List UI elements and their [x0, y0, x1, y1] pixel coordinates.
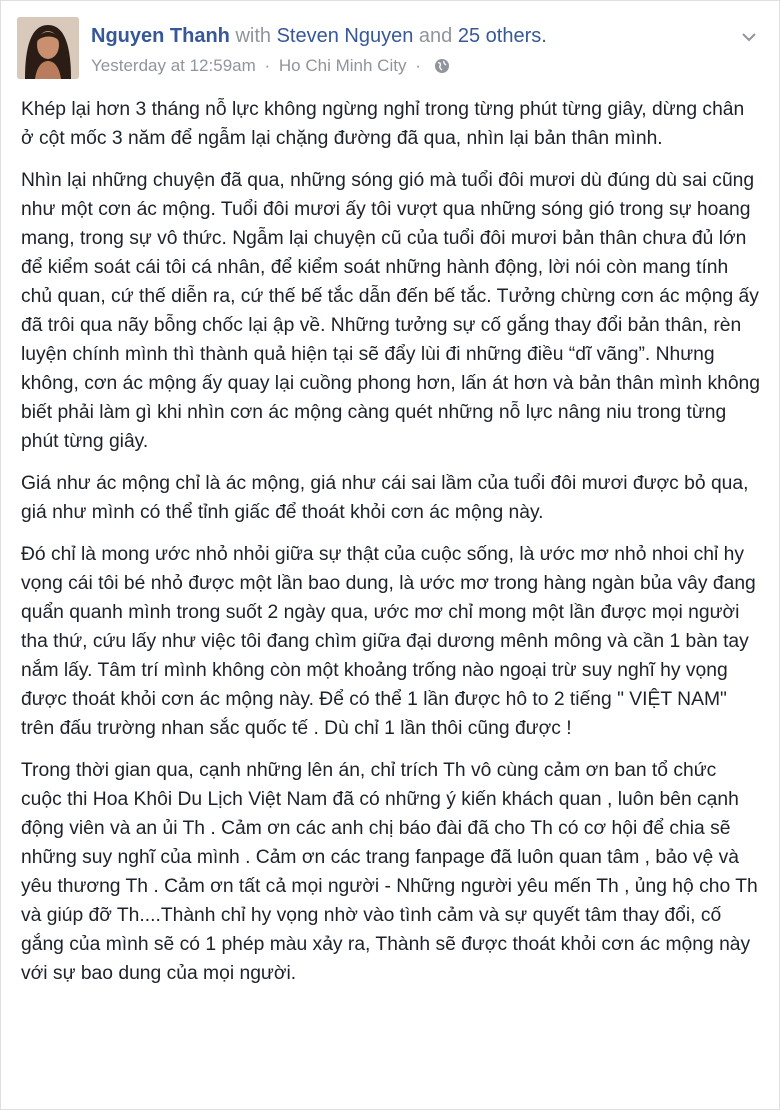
author-line: [91, 23, 547, 49]
post-paragraph: Giá như ác mộng chỉ là ác mộng, giá như cái sai lầm của tuổi đôi mươi được bỏ qua, giá như mình có thể tỉnh giấc để thoát khỏi cơn ác mộng này.: [21, 473, 749, 523]
tagged-person-link[interactable]: Steven Nguyen: [276, 25, 414, 47]
meta-separator-2: ·: [415, 56, 421, 75]
timestamp-link[interactable]: Yesterday at 12:59am: [91, 56, 256, 75]
globe-icon[interactable]: [434, 58, 450, 80]
location-link[interactable]: Ho Chi Minh City: [278, 56, 407, 75]
post-paragraph: Trong thời gian qua, cạnh những lên án, chỉ trích Th vô cùng cảm ơn ban tổ chức cuộc thi Hoa Khôi Du Lịch Việt Nam đã có những ý kiến khách quan , luôn bên cạnh động viên và an ủi Th . Cảm ơn các anh chị báo đài đã cho Th có cơ hội để chia sẽ những suy nghĩ của mình . Cảm ơn các trang fanpage đã luôn quan tâm , bảo vệ và yêu thương Th . Cảm ơn tất cả mọi người - Những người yêu mến Th , ủng hộ cho Th và giúp đỡ Th....Thành chỉ hy vọng nhờ vào tình cảm và sự quyết tâm thay đổi, cố gắng của mình sẽ có 1 phép màu xảy ra, Thành sẽ được thoát khỏi cơn ác mộng này với sự bao dung của mọi người.: [21, 760, 758, 984]
post-paragraph: Khép lại hơn 3 tháng nỗ lực không ngừng nghỉ trong từng phút từng giây, dừng chân ở cột mốc 3 năm để ngẫm lại chặng đường đã qua, nhìn lại bản thân mình.: [21, 99, 745, 149]
post-header: [15, 15, 765, 85]
others-link[interactable]: 25 others.: [457, 25, 547, 47]
post-paragraph: Nhìn lại những chuyện đã qua, những sóng gió mà tuổi đôi mươi dù đúng dù sai cũng như một cơn ác mộng. Tuổi đôi mươi ấy tôi vượt qua những sóng gió trong sự hoang mang, trong sự vô thức. Ngẫm lại chuyện cũ của tuổi đôi mươi bản thân chưa đủ lớn để kiểm soát cái tôi cá nhân, để kiểm soát những hành động, lời nói còn mang tính chủ quan, cứ thế diễn ra, cứ thế bế tắc dẫn đến bế tắc. Tưởng chừng cơn ác mộng ấy đã trôi qua nãy bỗng chốc lại ập về. Những tưởng sự cố gắng thay đổi bản thân, rèn luyện chính mình thì thành quả hiện tại sẽ đẩy lùi đi những điều “dĩ vãng”. Nhưng không, cơn ác mộng ấy quay lại cuồng phong hơn, lấn át hơn và bản thân mình không biết phải làm gì khi nhìn cơn ác mộng càng quét những nỗ lực nâng niu trong từng phút từng giây.: [21, 170, 760, 452]
and-text: and: [418, 25, 453, 47]
avatar-image: [17, 17, 79, 79]
meta-separator: ·: [264, 56, 271, 75]
chevron-down-icon[interactable]: [739, 27, 759, 47]
with-text: with: [235, 25, 272, 47]
post-meta: [91, 55, 450, 80]
post-paragraph: Đó chỉ là mong ước nhỏ nhỏi giữa sự thật của cuộc sống, là ước mơ nhỏ nhoi chỉ hy vọng cái tôi bé nhỏ được một lần bao dung, là ước mơ trong hàng ngàn bủa vây đang quẩn quanh mình trong suốt 2 ngày qua, ước mơ chỉ mong một lần được mọi người tha thứ, cứu lấy như việc tôi đang chìm giữa đại dương mênh mông và cần 1 bàn tay nắm lấy. Tâm trí mình không còn một khoảng trống nào ngoại trừ suy nghĩ hy vọng được thoát khỏi cơn ác mộng này. Để có thể 1 lần được hô to 2 tiếng " VIỆT NAM" trên đấu trường nhan sắc quốc tế . Dù chỉ 1 lần thôi cũng được !: [21, 544, 756, 739]
post-body: [21, 95, 761, 1001]
author-name-link[interactable]: Nguyen Thanh: [91, 25, 230, 47]
avatar[interactable]: [17, 17, 79, 79]
